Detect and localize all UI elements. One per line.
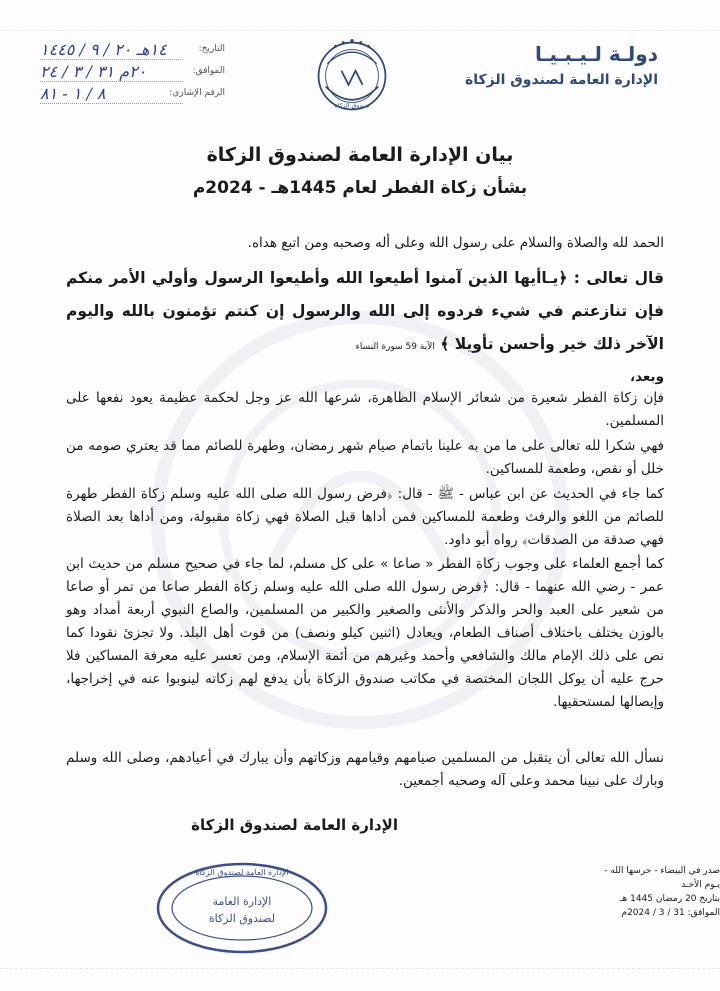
- issue-day: يـوم الأحـد: [681, 880, 720, 890]
- official-stamp-icon: [154, 860, 330, 956]
- country-name: دولـة لـيـبـيـا: [535, 42, 658, 66]
- verse-reference: الآية 59 سورة النساء: [355, 342, 435, 352]
- reference-label: الرقم الإشاري:: [169, 88, 225, 98]
- paragraph-5: نسأل الله تعالى أن يتقبل من المسلمين صيامهم وقيامهم وزكاتهم وأن يبارك في أعيادهم، وصلى الله وسلم وبارك على نبينا محمد وعلى آله وصحبه أجمعين.: [66, 750, 664, 789]
- corresponding-value: ٢٠م ٣١ / ٣ / ٢٤: [40, 62, 147, 81]
- org-header: [465, 42, 658, 88]
- signature-line: الإدارة العامة لصندوق الزكاة: [191, 816, 398, 834]
- ref-date-row: [40, 40, 225, 62]
- paragraph-1: فإن زكاة الفطر شعيرة من شعائر الإسلام الظاهرة، شرعها الله عز وجل لحكمة عظيمة يعود نفعها على المسلمين.: [66, 390, 664, 429]
- reference-value: ٨ / ١ - ٨١: [40, 84, 106, 103]
- org-name: الإدارة العامة لصندوق الزكاة: [464, 72, 658, 88]
- bottom-border: [0, 968, 720, 969]
- ref-number-row: [40, 84, 225, 106]
- stamp-inner-text-1: الإدارة العامة: [212, 895, 272, 908]
- zakat-fund-logo-icon: [308, 32, 396, 120]
- paragraph-2: فهي شكرا لله تعالى على ما من به علينا باتمام صيام شهر رمضان، وطهرة للصائم مما قد يعتري صومه من خلل أو نقص، وطعمة للمساكين.: [66, 438, 664, 477]
- ref-corresponding-row: [40, 62, 225, 84]
- reference-line: [40, 103, 183, 104]
- issue-gregorian-date: الموافق: 31 / 3 / 2024م: [621, 908, 720, 918]
- paragraph-4: كما أجمع العلماء على وجوب زكاة الفطر « صاعا » على كل مسلم، لما جاء في صحيح مسلم من حديث ابن عمر - رضي الله عنهما - قال: ﴿فرض رسول الله صلى الله عليه وسلم زكاة الفطر صاعا من تمر أو صاعا من شعير على العبد والحر والذكر والأنثى والصغير والكبير من المسلمين، والصاع النبوي أربعة أمداد وهو بالوزن يختلف باختلاف أصناف الطعام، ويعادل (اثنين كيلو ونصف) من قوت أهل البلد. ولا تجزئ نقودا كما نص على ذلك الإمام مالك والشافعي وأحمد وغيرهم من أئمة الإسلام، ومن تعسر عليه معرفة المساكين فلا حرج عليه أن يوكل اللجان المختصة في مكاتب صندوق الزكاة بأن يدفع لهم زكاته لينوبوا عنه في إخراجها، وإيصالها لمستحقيها.: [66, 556, 664, 710]
- top-border: [0, 30, 720, 31]
- date-value: ١٤هـ ٢٠ / ٩ / ١٤٤٥: [40, 40, 167, 59]
- wabad-text: وبعد،: [629, 369, 664, 385]
- date-label: التاريخ:: [198, 44, 225, 54]
- reference-block: [40, 40, 225, 106]
- logo-text: صندوق الزكاة: [334, 102, 370, 110]
- issue-hijri-date: بتاريخ 20 رمضان 1445 هـ: [619, 894, 720, 904]
- quran-verse: قال تعالى : ﴿يـاأيها الذين آمنوا أطيعوا الله وأطيعوا الرسول وأولي الأمر منكم فإن تنازعتم في شيء فردوه إلى الله والرسول إن كنتم تؤمنون بالله واليوم الآخر ذلك خير وأحسن تأويلا ﴾: [66, 269, 664, 353]
- corresponding-line: [40, 81, 183, 82]
- statement-subtitle: بشأن زكاة الفطر لعام 1445هـ - 2024م: [192, 178, 528, 198]
- issue-details: [596, 864, 720, 920]
- stamp-inner-text-2: لصندوق الزكاة: [208, 912, 276, 925]
- paragraph-3: كما جاء في الحديث عن ابن عباس - ﷺ - قال: ﴿فرض رسول الله صلى الله عليه وسلم زكاة الفطر طهرة للصائم من اللغو والرفث وطعمة للمساكين فمن أداها قبل الصلاة فهي زكاة مقبولة، ومن أداها بعد الصلاة فهي صدقة من الصدقات﴾ رواه أبو داود.: [66, 486, 664, 548]
- corresponding-label: الموافق:: [192, 66, 225, 76]
- quran-verse-paragraph: [66, 262, 664, 364]
- issue-place: صدر في البيضاء - حرسها الله -: [604, 866, 720, 876]
- stamp-outer-text: الإدارة العامة لصندوق الزكاة: [195, 868, 289, 877]
- greeting-paragraph: الحمد لله والصلاة والسلام على رسول الله وعلى أله وصحبه ومن اتبع هداه.: [247, 235, 664, 251]
- statement-title: بيان الإدارة العامة لصندوق الزكاة: [206, 144, 514, 166]
- date-line: [40, 59, 183, 60]
